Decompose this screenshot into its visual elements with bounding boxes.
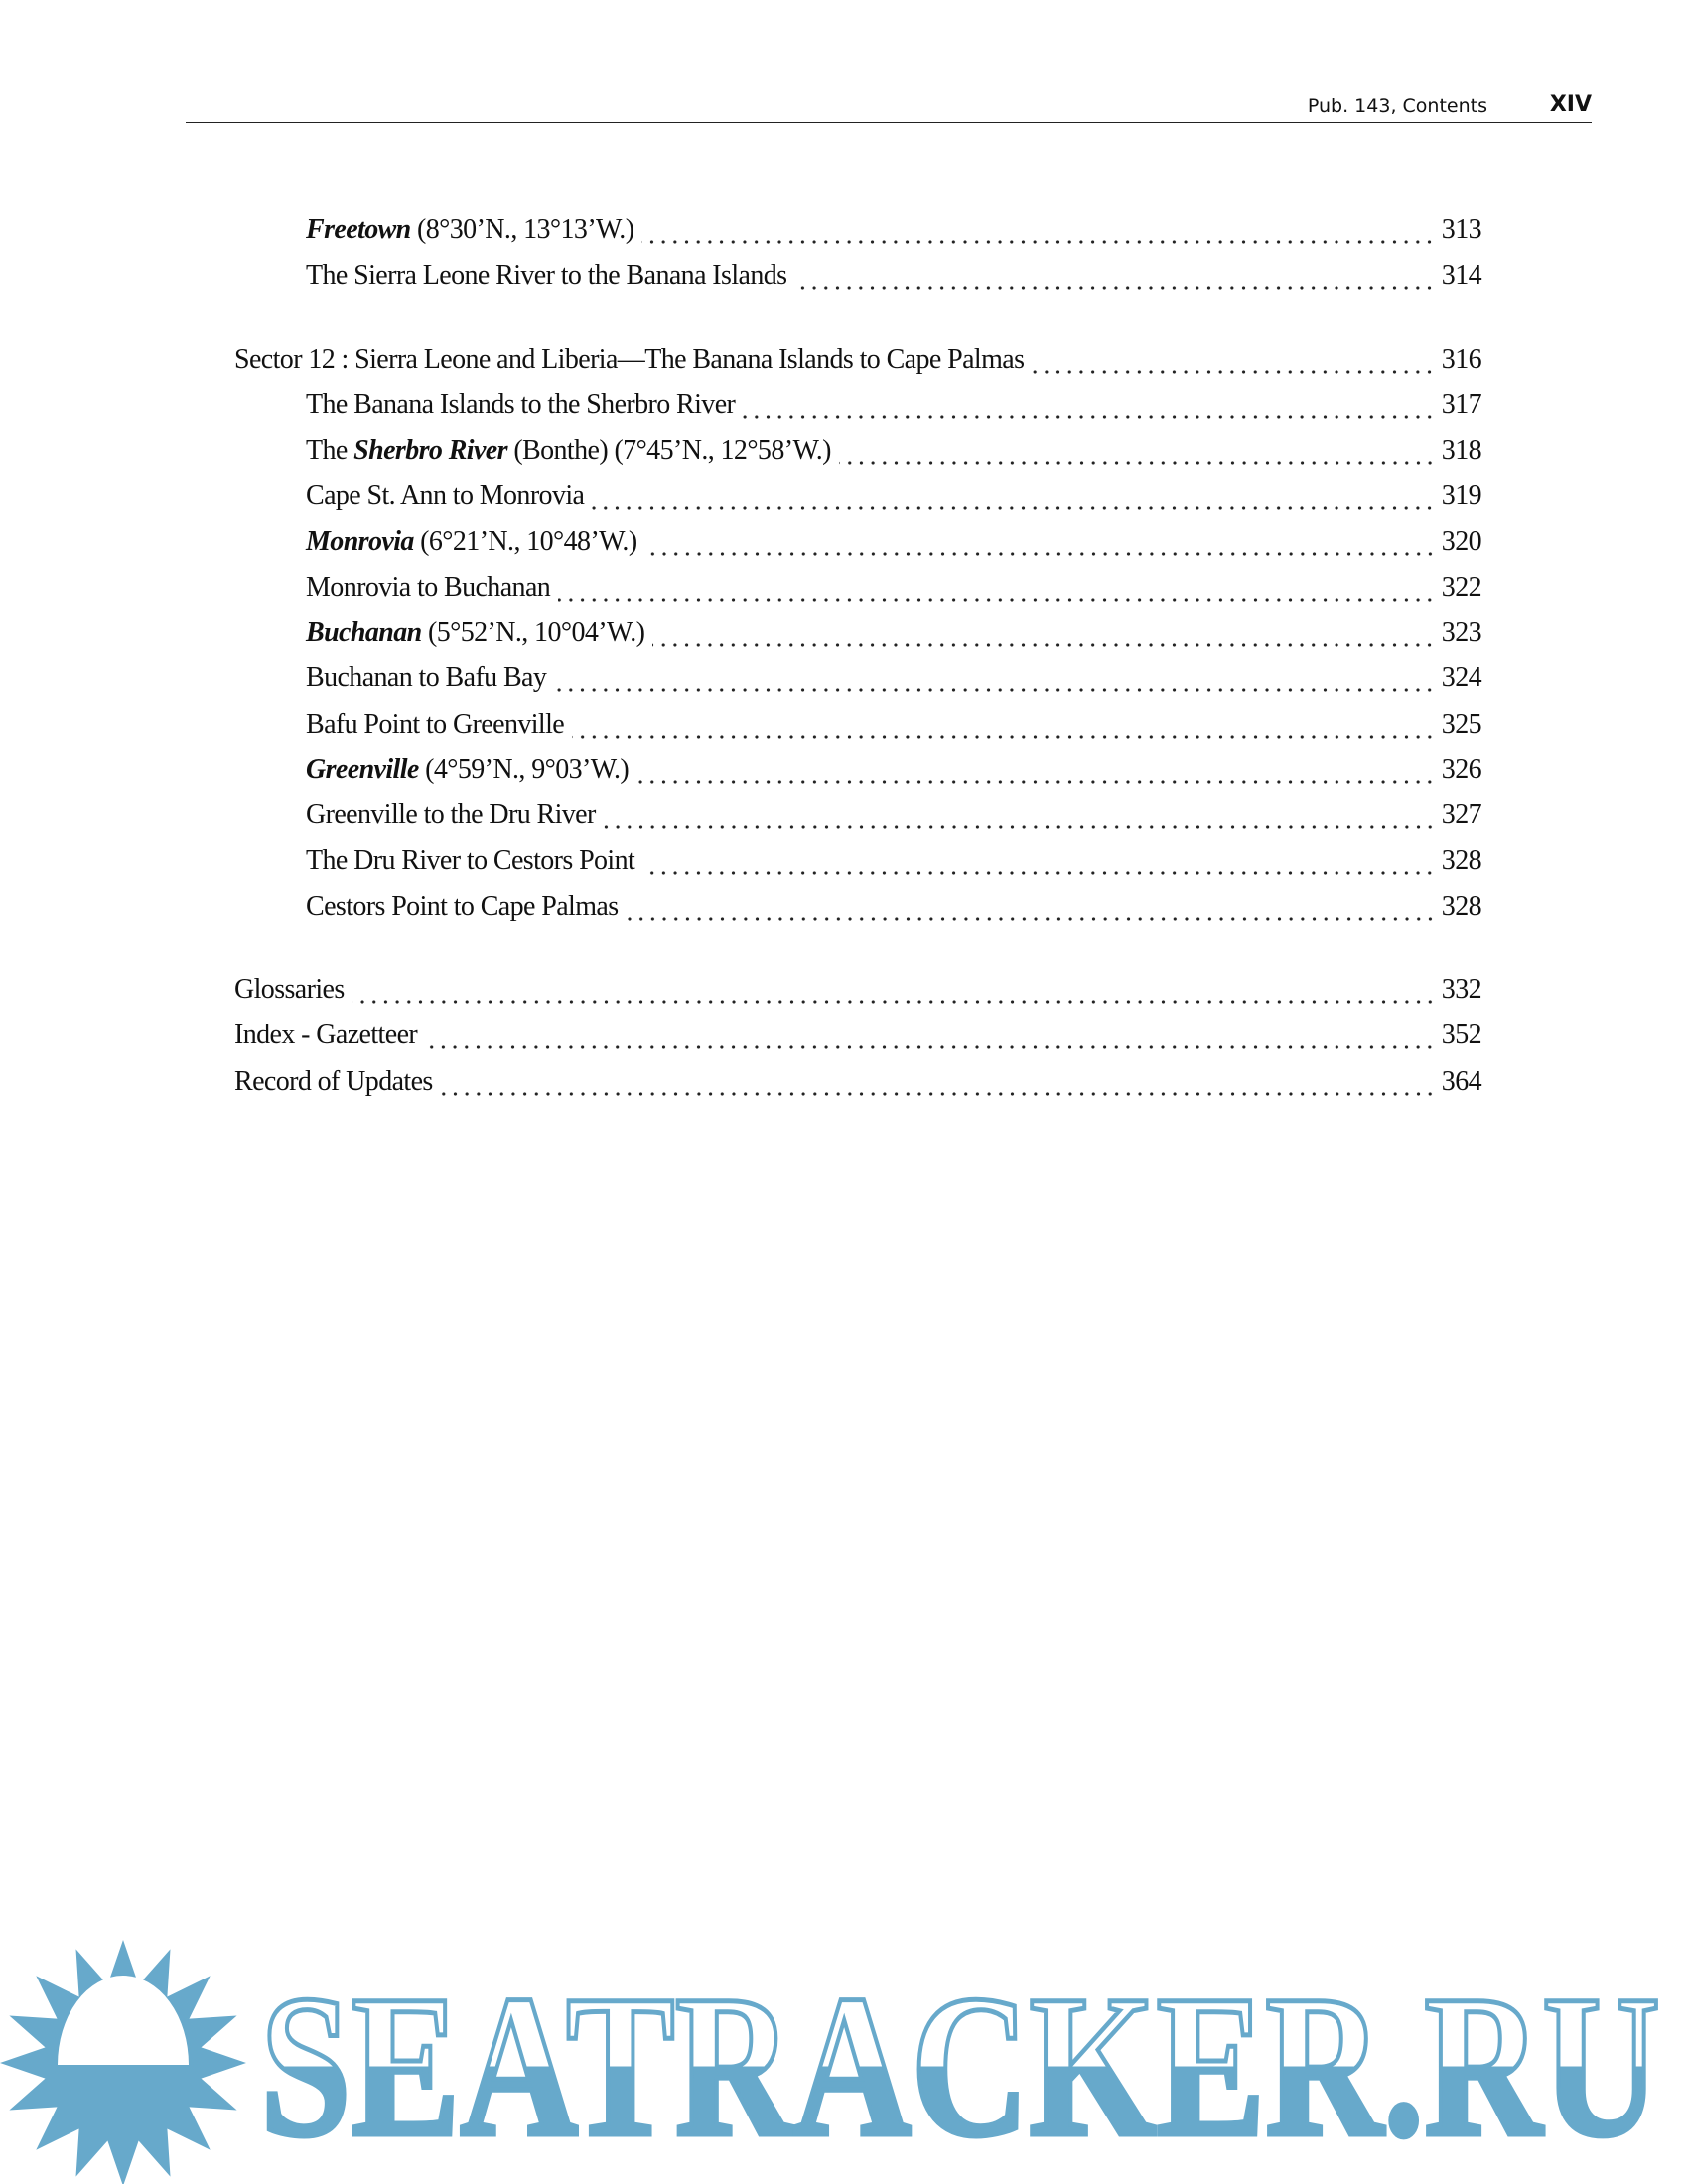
dot-leader (642, 841, 1436, 881)
toc-entry-title (306, 431, 831, 471)
page-number: 317 (1441, 389, 1481, 420)
toc-entry-title (306, 477, 584, 516)
toc-entry[interactable] (306, 385, 1481, 425)
title-text: The Sierra Leone River to the Banana Islands (306, 260, 787, 291)
dot-leader (604, 795, 1436, 835)
toc-entry[interactable] (306, 210, 1481, 250)
title-text: Glossaries (234, 974, 345, 1005)
dot-leader (572, 705, 1436, 745)
toc-entry[interactable] (306, 658, 1481, 698)
toc-entry[interactable] (306, 614, 1481, 653)
title-text: Sector 12 : Sierra Leone and Liberia—The Banana Islands to Cape Palmas (234, 344, 1025, 375)
title-text: (4°59’N., 9°03’W.) (418, 754, 630, 785)
dot-leader (592, 477, 1435, 516)
dot-leader (641, 210, 1435, 250)
page-number: 320 (1441, 526, 1481, 557)
toc-entry[interactable] (306, 256, 1481, 296)
page-number: 313 (1441, 214, 1481, 245)
dot-leader (743, 385, 1436, 425)
page-number: 327 (1441, 799, 1481, 830)
watermark-logo (0, 1936, 1688, 2184)
title-text: Bafu Point to Greenville (306, 709, 565, 740)
toc-entry[interactable] (306, 887, 1481, 927)
page-number: 322 (1441, 572, 1481, 603)
toc-entry-title (234, 1062, 433, 1102)
toc-entry[interactable] (234, 341, 1481, 380)
dot-leader (352, 970, 1436, 1010)
dot-leader (441, 1062, 1436, 1102)
title-text: (Bonthe) (7°45’N., 12°58’W.) (506, 435, 831, 466)
title-prefix: The (306, 435, 354, 466)
title-text: Monrovia to Buchanan (306, 572, 551, 603)
toc-entry-title (306, 751, 629, 790)
toc-entry-title (306, 658, 546, 698)
page-number: 323 (1441, 617, 1481, 648)
toc-entry-title (306, 256, 786, 296)
page-number: 328 (1441, 891, 1481, 922)
toc-entry[interactable] (306, 522, 1481, 562)
title-text: Greenville to the Dru River (306, 799, 596, 830)
title-text: Cestors Point to Cape Palmas (306, 891, 619, 922)
page-number: 316 (1441, 344, 1481, 375)
title-text: Index - Gazetteer (234, 1020, 418, 1050)
title-text: The Banana Islands to the Sherbro River (306, 389, 736, 420)
page-number: 324 (1441, 662, 1481, 693)
toc-entry-title (306, 522, 637, 562)
toc-entry[interactable] (234, 1016, 1481, 1055)
title-text: (8°30’N., 13°13’W.) (410, 214, 634, 245)
toc-entry-title (306, 614, 644, 653)
toc-entry-title (306, 385, 735, 425)
toc-entry[interactable] (306, 795, 1481, 835)
place-name: Buchanan (306, 617, 422, 648)
toc-entry-title (234, 341, 1024, 380)
page-number: 352 (1441, 1020, 1481, 1050)
dot-leader (636, 751, 1436, 790)
header-title: Pub. 143, Contents (1307, 95, 1487, 117)
toc-entry[interactable] (306, 705, 1481, 745)
toc-entry-title (306, 841, 634, 881)
dot-leader (652, 614, 1435, 653)
page-number: 325 (1441, 709, 1481, 740)
header-rule (186, 122, 1592, 123)
header-page-number: XIV (1549, 92, 1592, 117)
toc-entry-title (234, 970, 345, 1010)
place-name: Greenville (306, 754, 419, 785)
toc-entry-title (306, 795, 596, 835)
dot-leader (645, 522, 1436, 562)
place-name: Sherbro River (353, 435, 507, 466)
toc-entry-title (306, 568, 550, 608)
dot-leader (1032, 341, 1435, 380)
toc-entry[interactable] (306, 841, 1481, 881)
page-number: 328 (1441, 845, 1481, 876)
dot-leader (794, 256, 1435, 296)
toc-entry[interactable] (234, 1062, 1481, 1102)
title-text: (6°21’N., 10°48’W.) (413, 526, 637, 557)
page-number: 364 (1441, 1066, 1481, 1097)
watermark-text: SEATRACKER.RU (260, 1954, 1660, 2179)
title-text: (5°52’N., 10°04’W.) (421, 617, 645, 648)
dot-leader (554, 658, 1436, 698)
dot-leader (558, 568, 1436, 608)
toc-entry-title (306, 887, 619, 927)
place-name: Monrovia (306, 526, 414, 557)
page-number: 326 (1441, 754, 1481, 785)
toc-entry[interactable] (306, 477, 1481, 516)
page-number: 314 (1441, 260, 1481, 291)
dot-leader (839, 431, 1436, 471)
toc-entry[interactable] (306, 751, 1481, 790)
page-number: 332 (1441, 974, 1481, 1005)
title-text: The Dru River to Cestors Point (306, 845, 635, 876)
toc-entry-title (306, 210, 633, 250)
page-number: 319 (1441, 480, 1481, 511)
title-text: Cape St. Ann to Monrovia (306, 480, 585, 511)
title-text: Record of Updates (234, 1066, 433, 1097)
sun-icon (0, 1940, 246, 2184)
toc-entry-title (306, 705, 564, 745)
toc-entry[interactable] (234, 970, 1481, 1010)
title-text: Buchanan to Bafu Bay (306, 662, 547, 693)
toc-entry[interactable] (306, 568, 1481, 608)
dot-leader (425, 1016, 1436, 1055)
toc-entry[interactable] (306, 431, 1481, 471)
place-name: Freetown (306, 214, 411, 245)
toc-entry-title (234, 1016, 417, 1055)
page-number: 318 (1441, 435, 1481, 466)
dot-leader (627, 887, 1436, 927)
